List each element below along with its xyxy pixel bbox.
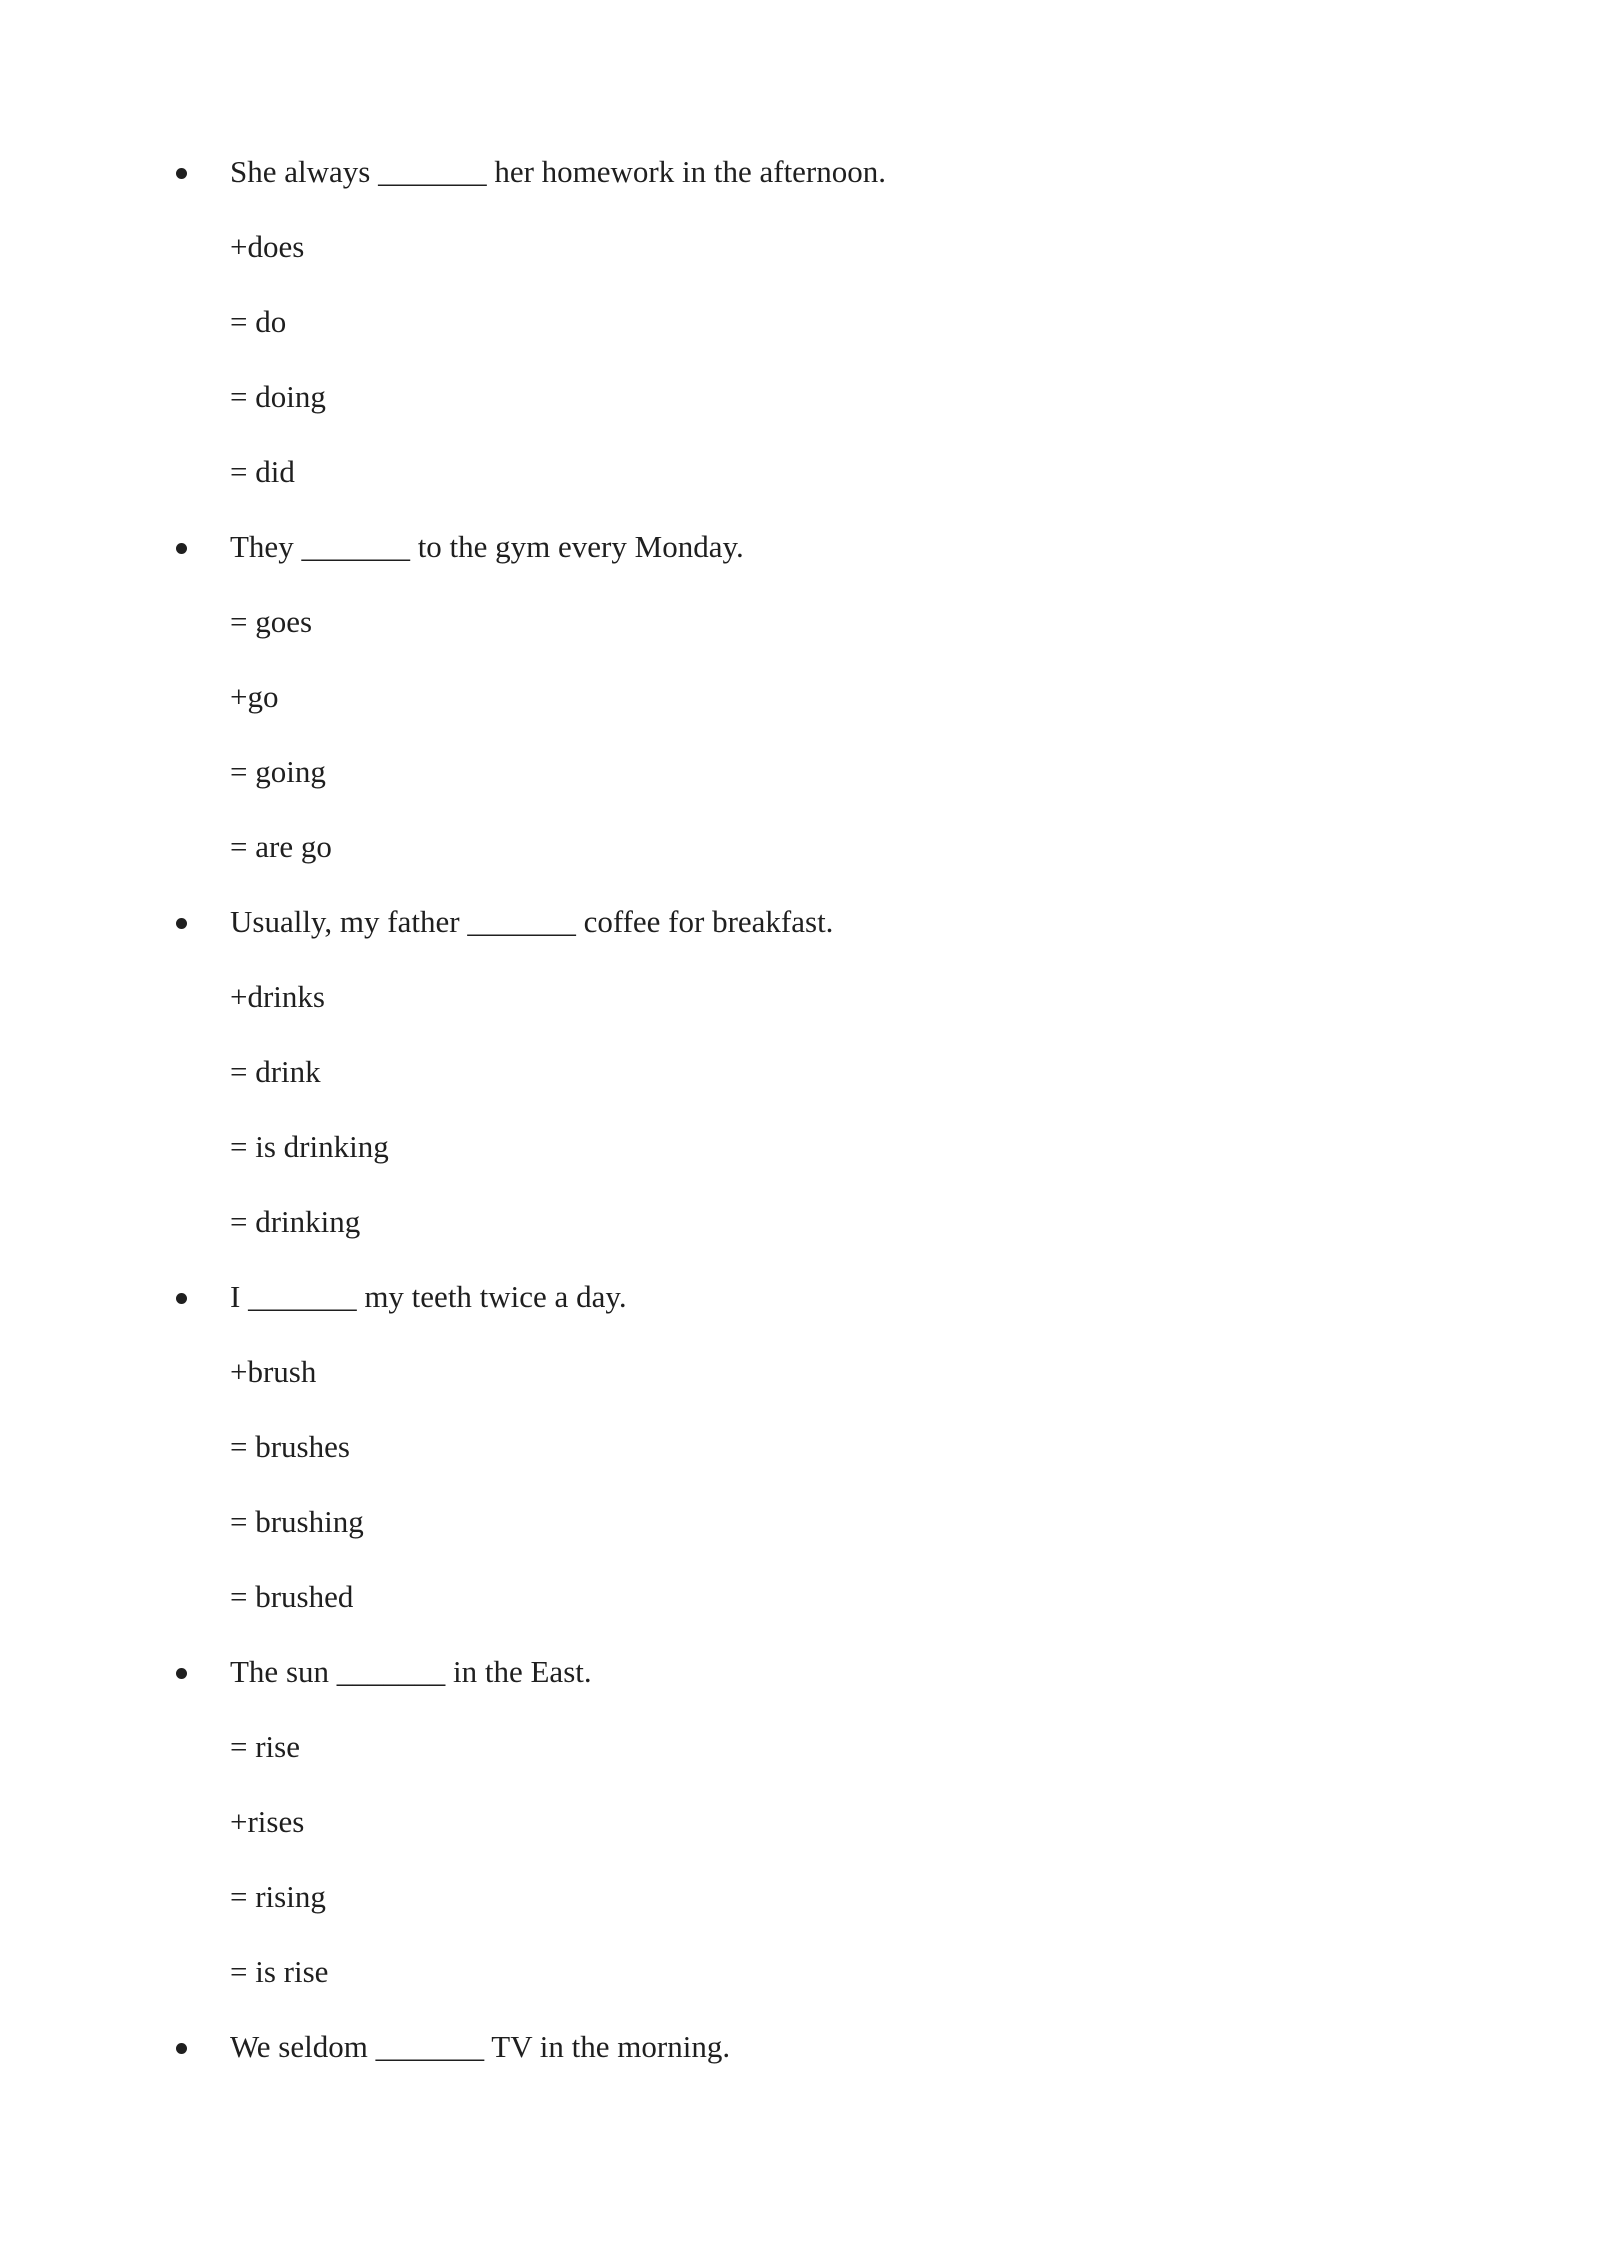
answer-option-text: = going — [230, 754, 326, 789]
question-prompt: We seldom _______ TV in the morning. — [230, 2029, 731, 2064]
bullet-icon — [176, 543, 187, 554]
answer-option-text: = doing — [230, 379, 326, 414]
answer-option — [0, 672, 1600, 747]
question-prompt: I _______ my teeth twice a day. — [230, 1279, 627, 1314]
question-prompt: They _______ to the gym every Monday. — [230, 529, 744, 564]
answer-option — [0, 1572, 1600, 1647]
answer-option-text: +go — [230, 679, 279, 714]
answer-option-text: = drink — [230, 1054, 321, 1089]
answer-option-text: = is rise — [230, 1954, 329, 1989]
question-list — [0, 147, 1600, 2097]
answer-option — [0, 747, 1600, 822]
answer-option-text: = drinking — [230, 1204, 361, 1239]
answer-option-text: +brush — [230, 1354, 317, 1389]
question-prompt: Usually, my father _______ coffee for breakfast. — [230, 904, 834, 939]
answer-option-text: = did — [230, 454, 295, 489]
answer-option-text: +rises — [230, 1804, 305, 1839]
bullet-icon — [176, 1293, 187, 1304]
answer-option-text: = is drinking — [230, 1129, 389, 1164]
bullet-icon — [176, 1668, 187, 1679]
answer-option-text: = brushing — [230, 1504, 364, 1539]
question-prompt: She always _______ her homework in the afternoon. — [230, 154, 887, 189]
answer-option — [0, 372, 1600, 447]
answer-option — [0, 1422, 1600, 1497]
answer-option — [0, 972, 1600, 1047]
answer-option — [0, 1122, 1600, 1197]
answer-option — [0, 1797, 1600, 1872]
question-prompt: The sun _______ in the East. — [230, 1654, 592, 1689]
question-item — [0, 1647, 1600, 1722]
answer-option-text: = goes — [230, 604, 313, 639]
answer-option — [0, 1347, 1600, 1422]
answer-option-text: = do — [230, 304, 287, 339]
answer-option — [0, 1497, 1600, 1572]
answer-option-text: = rise — [230, 1729, 300, 1764]
question-item — [0, 1272, 1600, 1347]
answer-option-text: = rising — [230, 1879, 326, 1914]
question-item — [0, 897, 1600, 972]
answer-option-text: = brushed — [230, 1579, 354, 1614]
answer-option — [0, 1047, 1600, 1122]
bullet-icon — [176, 168, 187, 179]
answer-option — [0, 447, 1600, 522]
bullet-icon — [176, 918, 187, 929]
answer-option — [0, 297, 1600, 372]
question-item — [0, 2022, 1600, 2097]
answer-option-text: +drinks — [230, 979, 325, 1014]
answer-option-text: = brushes — [230, 1429, 350, 1464]
answer-option-text: = are go — [230, 829, 332, 864]
answer-option — [0, 1722, 1600, 1797]
answer-option — [0, 822, 1600, 897]
answer-option — [0, 597, 1600, 672]
answer-option-text: +does — [230, 229, 305, 264]
bullet-icon — [176, 2043, 187, 2054]
answer-option — [0, 1197, 1600, 1272]
question-item — [0, 522, 1600, 597]
answer-option — [0, 1872, 1600, 1947]
answer-option — [0, 222, 1600, 297]
question-item — [0, 147, 1600, 222]
answer-option — [0, 1947, 1600, 2022]
